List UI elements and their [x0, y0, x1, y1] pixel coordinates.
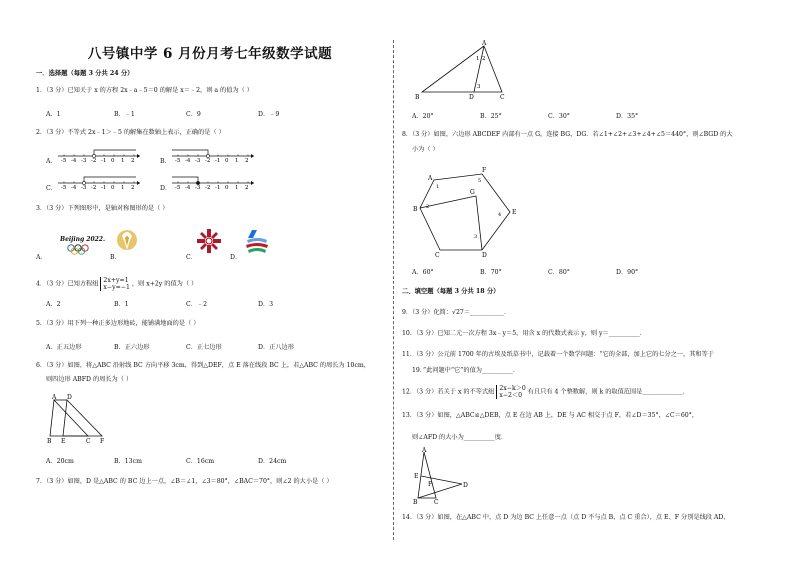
q4-option-d: D．3	[258, 301, 274, 308]
q6-label-c: C	[86, 438, 91, 445]
q8-label-d: D	[482, 252, 487, 259]
tick-label: -2	[91, 158, 97, 164]
q4-eq2: x−y=−1	[103, 284, 130, 291]
tick-label: -5	[61, 185, 67, 191]
tick-label: -5	[61, 158, 67, 164]
q8-label-f: F	[482, 167, 487, 174]
question-7: 7．（3 分）如图，D 是△ABC 的 BC 边上一点，∠B＝∠1，∠3＝80°，∠BAC＝70°，则∠2 的大小是（ ）	[36, 478, 333, 485]
q13-label-b: B	[413, 499, 418, 506]
q8-option-c: C．80°	[548, 269, 570, 276]
tick-label: -3	[195, 185, 201, 191]
tick-label: -4	[71, 158, 77, 164]
q5-option-b: B．正六边形	[114, 344, 150, 351]
tick-label: -2	[205, 158, 211, 164]
tick-label: 2	[245, 158, 249, 164]
q8-label-c: C	[435, 252, 440, 259]
q12-inequality-system	[496, 385, 525, 399]
tick-label: 2	[245, 185, 249, 191]
tick-label: -4	[185, 185, 191, 191]
q6-option-a: A．20cm	[46, 458, 74, 465]
tick-label: 1	[235, 185, 239, 191]
q3-option-c: C．	[186, 254, 197, 261]
q7-label-b: B	[415, 94, 420, 101]
q7-figure	[412, 38, 512, 102]
q2-option-a: A．	[46, 158, 57, 165]
q3-option-d: D．	[230, 254, 242, 261]
question-6-cont: 则四边形 ABFD 的周长为（ ）	[46, 376, 133, 383]
tick-label: 1	[121, 185, 125, 191]
question-13: 13．（3 分）如图，△ABC≌△DEB，点 E 在边 AB 上，DE 与 AC 相交于点 F，若∠D＝35°，∠C＝60°，	[402, 412, 699, 419]
flame-emblem-icon	[116, 226, 138, 256]
tick-label: -3	[81, 158, 87, 164]
q7-label-c: C	[500, 94, 505, 101]
q4-option-b: B．1	[114, 301, 129, 308]
tick-label: -3	[81, 185, 87, 191]
q2-number-line-a	[58, 146, 143, 166]
tick-label: -1	[101, 158, 107, 164]
q13-label-a: A	[422, 447, 427, 454]
tick-label: 0	[225, 158, 229, 164]
q2-option-b: B．	[160, 158, 171, 165]
q13-label-d: D	[463, 482, 468, 489]
question-6: 6．（3 分）如图，将△ABC 沿射线 BC 方向平移 3cm，得到△DEF，点 E 落在线段 BC 上，若△ABC 的周长为 10cm，	[36, 362, 370, 369]
q8-figure	[412, 164, 522, 259]
q8-label-1: 1	[436, 184, 440, 190]
q1-option-c: C．9	[186, 111, 201, 118]
tick-label: 0	[225, 185, 229, 191]
q6-label-d: D	[67, 394, 72, 401]
q8-label-g: G	[470, 189, 475, 196]
q8-option-d: D．90°	[616, 269, 639, 276]
question-14: 14．（3 分）如图，在△ABC 中，点 D 为边 BC 上任意一点（点 D 不与点 B，点 C 重合），点 E、F 分别是线段 AD、	[402, 514, 730, 521]
q5-option-c: C．正七边形	[186, 344, 222, 351]
column-divider	[393, 40, 394, 540]
question-4	[36, 277, 197, 291]
q8-label-a: A	[428, 175, 433, 182]
q2-option-c: C．	[46, 185, 57, 192]
q12-ineq1: 2x−k＞0	[499, 385, 526, 392]
tick-label: 2	[131, 158, 135, 164]
question-2: 2．（3 分）不等式 2x﹣1＞﹣5 的解集在数轴上表示，正确的是（ ）	[36, 129, 225, 136]
q6-label-a: A	[52, 394, 57, 401]
question-12	[402, 385, 689, 399]
snowflake-emblem-icon	[196, 228, 222, 254]
q4-option-c: C．﹣2	[186, 301, 208, 308]
olympic-rings-icon	[66, 244, 96, 256]
question-3: 3．（3 分）下列图形中，是轴对称图形的是（ ）	[36, 205, 169, 212]
q13-label-f: F	[428, 481, 433, 488]
tick-label: -4	[185, 158, 191, 164]
page-title: 八号镇中学 6 月份月考七年级数学试题	[87, 46, 333, 62]
tick-label: -1	[101, 185, 107, 191]
q7-label-2: 2	[482, 56, 486, 62]
tick-label: -5	[175, 158, 181, 164]
q7-option-b: B．25°	[480, 113, 502, 120]
q4-eq1: 2x+y=1	[103, 277, 129, 284]
q7-label-a: A	[482, 40, 487, 47]
q2-option-d: D．	[160, 185, 172, 192]
tick-label: -2	[91, 185, 97, 191]
q12-ineq2: x−2＜0	[499, 392, 523, 399]
q8-label-3: 3	[474, 234, 478, 240]
question-5: 5．（3 分）用下列一种正多边形地砖，能铺满地面的是（ ）	[36, 320, 200, 327]
question-11: 11．（3 分）公元前 1700 年的古埃及纸草书中，记载着一个数学问题：“它的全部，加上它的七分之一，其和等于	[402, 351, 714, 358]
q13-figure	[410, 448, 470, 504]
tick-label: 0	[111, 185, 115, 191]
q4-prompt-tail: ，则 x+2y 的值为（ ）	[131, 280, 198, 288]
tick-label: 1	[235, 158, 239, 164]
tick-label: 2	[131, 185, 135, 191]
q1-option-d: D．﹣9	[258, 111, 280, 118]
tick-label: -1	[215, 158, 221, 164]
q1-option-b: B．﹣1	[114, 111, 135, 118]
q13-label-e: E	[414, 473, 419, 480]
q8-option-b: B．70°	[480, 269, 502, 276]
tick-label: -3	[195, 158, 201, 164]
question-10: 10．（3 分）已知二元一次方程 3x﹣y＝5，用含 x 的代数式表示 y，则 y＝__________．	[402, 330, 646, 337]
tick-label: 1	[121, 158, 125, 164]
beijing-2022-logo-text: Beijing 2022.	[60, 236, 106, 243]
q8-label-b: B	[413, 206, 418, 213]
q8-label-e: E	[512, 209, 517, 216]
q1-option-a: A．1	[46, 111, 61, 118]
ribbon-emblem-icon	[244, 228, 270, 256]
question-9: 9．（3 分）化简：√27＝___________．	[402, 309, 511, 316]
q2-number-line-b	[172, 146, 257, 166]
question-1: 1．（3 分）已知关于 x 的方程 2x﹣a﹣5＝0 的解是 x＝﹣2，则 a 的值为（ ）	[36, 87, 253, 94]
tick-label: -5	[175, 185, 181, 191]
q13-label-c: C	[434, 499, 439, 506]
section-fill-heading: 二、填空题（每题 3 分共 18 分）	[402, 288, 500, 295]
q5-option-d: D．正八边形	[258, 344, 294, 351]
question-8-cont: 小为（ ）	[412, 146, 439, 153]
q6-option-d: D．24cm	[258, 458, 287, 465]
tick-label: 0	[111, 158, 115, 164]
q2-number-line-c	[58, 173, 143, 193]
q7-option-a: A．20°	[412, 113, 434, 120]
q8-option-a: A．60°	[412, 269, 434, 276]
question-8: 8．（3 分）如图，六边形 ABCDEF 内部有一点 G，连接 BG，DG．若∠1+∠2+∠3+∠4+∠5＝440°，则∠BGD 的大	[402, 131, 733, 138]
q7-label-d: D	[469, 94, 474, 101]
q6-label-b: B	[47, 438, 52, 445]
q6-label-f: F	[100, 438, 105, 445]
q4-option-a: A．2	[46, 301, 61, 308]
q4-equation-system	[100, 277, 129, 291]
q7-option-d: D．35°	[616, 113, 639, 120]
q8-label-4: 4	[498, 212, 502, 218]
tick-label: -2	[205, 185, 211, 191]
q12-prompt-tail: 有且只有 4 个整数解，则 k 的取值范围是_____________．	[527, 388, 689, 396]
q3-option-b: B．	[110, 254, 121, 261]
tick-label: -1	[215, 185, 221, 191]
q6-option-b: B．13cm	[114, 458, 142, 465]
tick-label: -4	[71, 185, 77, 191]
q8-label-5: 5	[478, 178, 482, 184]
q3-option-a: A．	[36, 254, 47, 261]
q12-prompt: 12．（3 分）若关于 x 的不等式组	[402, 388, 495, 396]
q5-option-a: A．正五边形	[46, 344, 82, 351]
q6-label-e: E	[61, 438, 66, 445]
q8-label-2: 2	[426, 204, 430, 210]
q4-prompt: 4．（3 分）已知方程组	[36, 280, 99, 288]
q6-figure	[46, 394, 112, 444]
section-choice-heading: 一．选择题（每题 3 分共 24 分）	[36, 70, 134, 77]
q2-number-line-d	[172, 173, 257, 193]
q7-option-c: C．30°	[548, 113, 570, 120]
q6-option-c: C．16cm	[186, 458, 215, 465]
q7-label-3: 3	[477, 84, 481, 90]
question-13-cont: 则∠AFD 的大小为__________度．	[412, 434, 508, 441]
question-11-cont: 19．”此问题中“它”的值为__________．	[412, 367, 520, 374]
q7-label-1: 1	[476, 56, 480, 62]
